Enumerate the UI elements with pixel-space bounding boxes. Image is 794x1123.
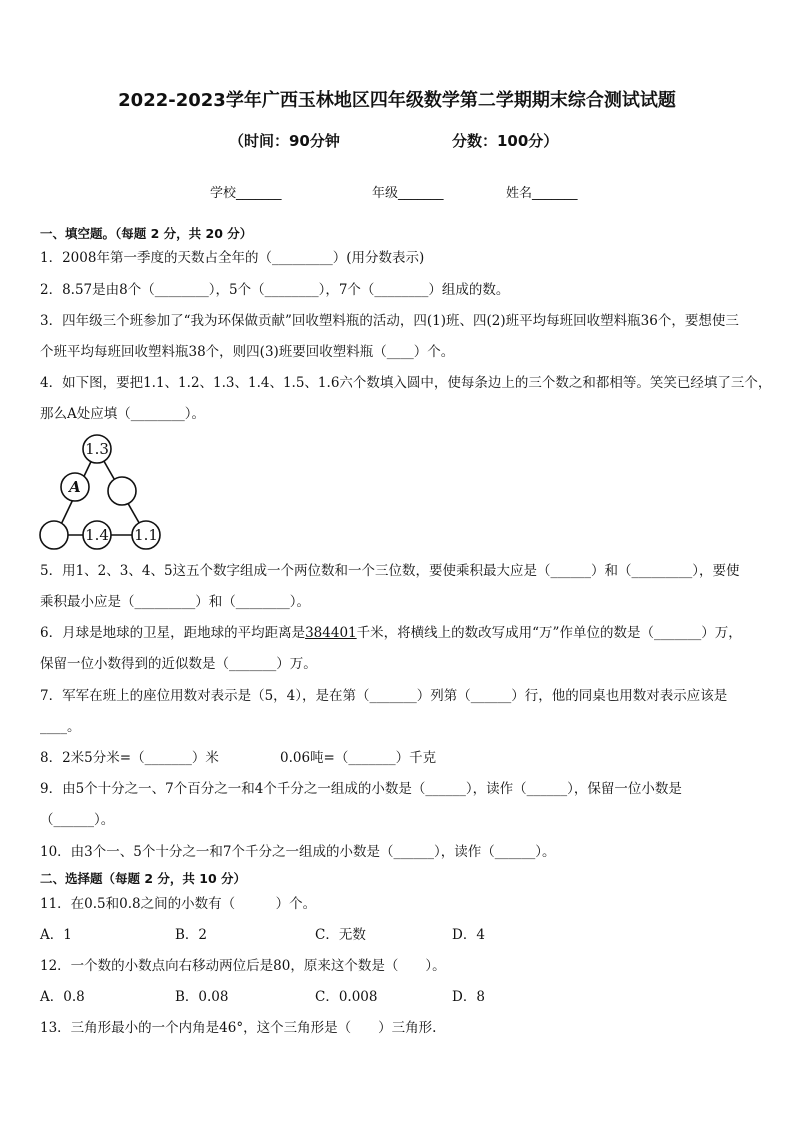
question-1: 1．2008年第一季度的天数占全年的（_________）(用分数表示) (40, 250, 425, 266)
question-12: 12．一个数的小数点向右移动两位后是80，原来这个数是（ ）。 (40, 958, 446, 974)
option-c: C．无数 (315, 927, 366, 943)
circle-bottom-right-label: 1.1 (134, 526, 158, 544)
question-3-line-2: 个班平均每班回收塑料瓶38个，则四(3)班要回收塑料瓶（____）个。 (40, 344, 455, 360)
question-2: 2．8.57是由8个（________），5个（________），7个（________）组成的数。 (40, 282, 510, 298)
question-9-line-1: 9．由5个十分之一、7个百分之一和4个千分之一组成的小数是（______），读作（______），保留一位小数是 (40, 781, 682, 797)
question-3-line-1: 3．四年级三个班参加了“我为环保做贡献”回收塑料瓶的活动，四(1)班、四(2)班平均每班回收塑料瓶36个，要想使三 (40, 313, 739, 329)
section-heading-fill-blank: 一、填空题。（每题 2 分，共 20 分） (40, 226, 253, 241)
option-a: A．0.8 (40, 989, 85, 1005)
section-heading-choice: 二、选择题（每题 2 分，共 10 分） (40, 871, 247, 886)
option-d: D．4 (452, 927, 485, 943)
page-title: 2022-2023学年广西玉林地区四年级数学第二学期期末综合测试试题 (118, 90, 676, 111)
circle-top-label: 1.3 (85, 440, 109, 458)
question-8-part-a: 8．2米5分米=（_______）米 (40, 750, 219, 766)
circle-mid-left-label: A (69, 478, 81, 496)
question-13: 13．三角形最小的一个内角是46°，这个三角形是（ ）三角形. (40, 1020, 437, 1036)
option-c: C．0.008 (315, 989, 378, 1005)
school-field: 学校_______ (210, 186, 282, 201)
question-8-part-b: 0.06吨=（_______）千克 (280, 750, 437, 766)
question-6-text-a: 6．月球是地球的卫星，距地球的平均距离是 (40, 625, 306, 641)
underlined-distance: 384401 (305, 625, 357, 641)
question-4-line-1: 4．如下图，要把1.1、1.2、1.3、1.4、1.5、1.6六个数填入圆中，使每条边上的三个数之和都相等。笑笑已经填了三个， (40, 375, 772, 391)
question-6-text-b: 千米，将横线上的数改写成用“万”作单位的数是（_______）万， (356, 625, 742, 641)
name-field: 姓名_______ (506, 186, 578, 201)
question-5-line-2: 乘积最小应是（_________）和（________）。 (40, 594, 310, 610)
question-6-line-2: 保留一位小数得到的近似数是（_______）万。 (40, 656, 317, 672)
circle-bottom-mid-label: 1.4 (85, 526, 109, 544)
question-4-line-2: 那么A处应填（________）。 (40, 406, 205, 422)
grade-field: 年级_______ (372, 186, 444, 201)
exam-time: （时间：90分钟 (229, 132, 340, 150)
question-10: 10．由3个一、5个十分之一和7个千分之一组成的小数是（______），读作（______）。 (40, 844, 556, 860)
circle-bottom-left (40, 521, 68, 549)
option-d: D．8 (452, 989, 485, 1005)
question-7-line-1: 7．军军在班上的座位用数对表示是（5，4），是在第（_______）列第（______）行，他的同桌也用数对表示应该是 (40, 688, 728, 704)
question-5-line-1: 5．用1、2、3、4、5这五个数字组成一个两位数和一个三位数，要使乘积最大应是（______）和（_________），要使 (40, 563, 740, 579)
exam-score: 分数：100分） (452, 132, 559, 150)
option-b: B．0.08 (175, 989, 229, 1005)
circle-mid-right (108, 477, 136, 505)
question-6-line-1 (40, 624, 760, 642)
question-8 (40, 749, 760, 767)
question-7-line-2: ____。 (40, 719, 81, 735)
option-a: A．1 (40, 927, 72, 943)
option-b: B．2 (175, 927, 208, 943)
question-11: 11．在0.5和0.8之间的小数有（ ）个。 (40, 896, 317, 912)
triangle-figure (36, 432, 166, 552)
question-9-line-2: （______）。 (40, 812, 115, 828)
